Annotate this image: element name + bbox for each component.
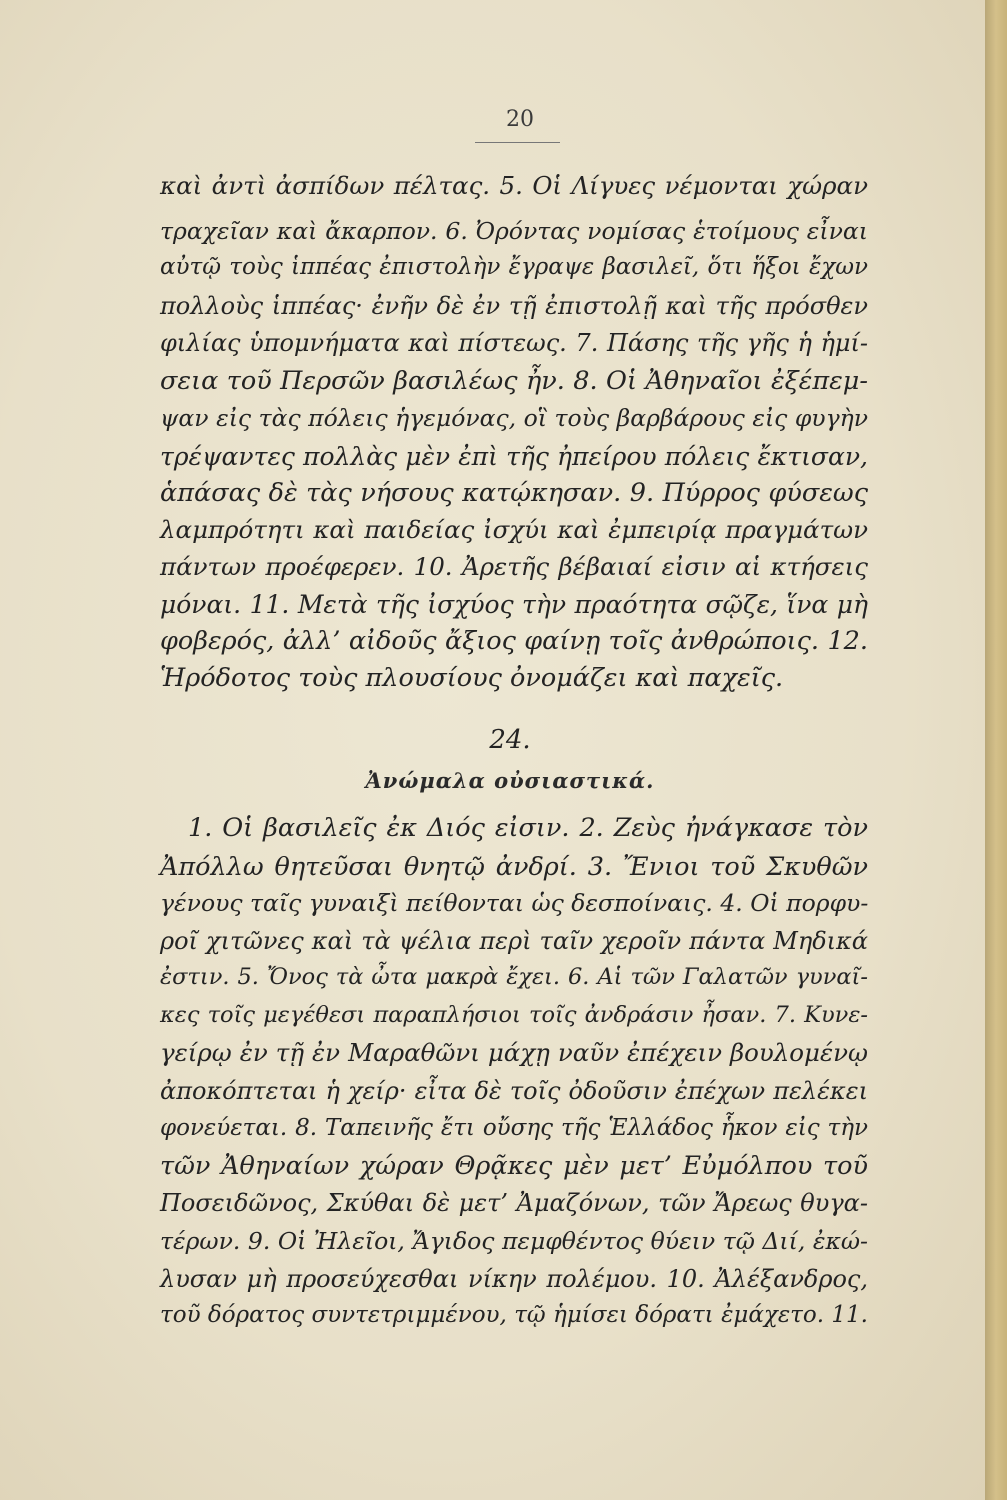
- text-line: φοβερός, ἀλλ’ αἰδοῦς ἄξιος φαίνῃ τοῖς ἀνθρώποις. 12.: [160, 626, 868, 656]
- text-line: τρέψαντες πολλὰς μὲν ἐπὶ τῆς ἠπείρου πόλεις ἔκτισαν,: [160, 442, 868, 471]
- text-line: τέρων. 9. Οἱ Ἠλεῖοι, Ἄγιδος πεμφθέντος θύειν τῷ Διί, ἐκώ-: [160, 1227, 868, 1255]
- text-line: ψαν εἰς τὰς πόλεις ἡγεμόνας, οἳ τοὺς βαρβάρους εἰς φυγὴν: [160, 404, 868, 432]
- text-line: Ἡρόδοτος τοὺς πλουσίους ὀνομάζει καὶ παχεῖς.: [160, 663, 784, 693]
- text-line: σεια τοῦ Περσῶν βασιλέως ἦν. 8. Οἱ Ἀθηναῖοι ἐξέπεμ-: [160, 366, 868, 396]
- text-line: αὐτῷ τοὺς ἱππέας ἐπιστολὴν ἔγραψε βασιλεῖ, ὅτι ἥξοι ἔχων: [160, 254, 868, 280]
- text-line: λαμπρότητι καὶ παιδείας ἰσχύι καὶ ἐμπειρίᾳ πραγμάτων: [160, 515, 868, 544]
- text-line: τοῦ δόρατος συντετριμμένου, τῷ ἡμίσει δόρατι ἐμάχετο. 11.: [160, 1302, 868, 1328]
- text-line: ἐστιν. 5. Ὄνος τὰ ὦτα μακρὰ ἔχει. 6. Αἱ τῶν Γαλατῶν γυναῖ-: [160, 964, 868, 990]
- text-line: κες τοῖς μεγέθεσι παραπλήσιοι τοῖς ἀνδράσιν ἦσαν. 7. Κυνε-: [160, 1002, 868, 1028]
- text-line: ἀποκόπτεται ἡ χείρ· εἶτα δὲ τοῖς ὀδοῦσιν ἐπέχων πελέκει: [160, 1077, 868, 1105]
- book-spine-edge: [985, 0, 1007, 1500]
- page-number-rule: [475, 142, 560, 143]
- text-line: φονεύεται. 8. Ταπεινῆς ἔτι οὔσης τῆς Ἑλλάδος ἧκον εἰς τὴν: [160, 1115, 868, 1141]
- text-line: γείρῳ ἐν τῇ ἐν Μαραθῶνι μάχῃ ναῦν ἐπέχειν βουλομένῳ: [160, 1038, 868, 1067]
- text-line: Ποσειδῶνος, Σκύθαι δὲ μετ’ Ἀμαζόνων, τῶν Ἄρεως θυγα-: [160, 1189, 868, 1217]
- text-line: ροῖ χιτῶνες καὶ τὰ ψέλια περὶ ταῖν χεροῖν πάντα Μηδικά: [160, 927, 868, 955]
- text-line: τραχεῖαν καὶ ἄκαρπον. 6. Ὀρόντας νομίσας ἑτοίμους εἶναι: [160, 217, 868, 245]
- text-line: πολλοὺς ἱππέας· ἐνῆν δὲ ἐν τῇ ἐπιστολῇ καὶ τῆς πρόσθεν: [160, 292, 868, 320]
- section-title: Ἀνώμαλα οὐσιαστικά.: [365, 768, 655, 793]
- text-line: καὶ ἀντὶ ἀσπίδων πέλτας. 5. Οἱ Λίγυες νέμονται χώραν: [160, 171, 868, 200]
- page-number: 20: [506, 107, 534, 132]
- text-line: πάντων προέφερεν. 10. Ἀρετῆς βέβαιαί εἰσιν αἱ κτήσεις: [160, 552, 868, 581]
- text-line: τῶν Ἀθηναίων χώραν Θρᾷκες μὲν μετ’ Εὐμόλπου τοῦ: [160, 1151, 868, 1181]
- text-line: γένους ταῖς γυναιξὶ πείθονται ὡς δεσποίναις. 4. Οἱ πορφυ-: [160, 889, 869, 917]
- text-line: λυσαν μὴ προσεύχεσθαι νίκην πολέμου. 10. Ἀλέξανδρος,: [160, 1265, 868, 1293]
- text-line: Ἀπόλλω θητεῦσαι θνητῷ ἀνδρί. 3. Ἔνιοι τοῦ Σκυθῶν: [160, 852, 868, 882]
- section-number: 24.: [489, 725, 531, 755]
- text-line: ἁπάσας δὲ τὰς νήσους κατῴκησαν. 9. Πύρρος φύσεως: [160, 478, 868, 508]
- text-line: φιλίας ὑπομνήματα καὶ πίστεως. 7. Πάσης τῆς γῆς ἡ ἡμί-: [160, 329, 868, 357]
- text-line: μόναι. 11. Μετὰ τῆς ἰσχύος τὴν πραότητα σῷζε, ἵνα μὴ: [160, 590, 868, 619]
- text-line: 1. Οἱ βασιλεῖς ἐκ Διός εἰσιν. 2. Ζεὺς ἠνάγκασε τὸν: [188, 813, 868, 843]
